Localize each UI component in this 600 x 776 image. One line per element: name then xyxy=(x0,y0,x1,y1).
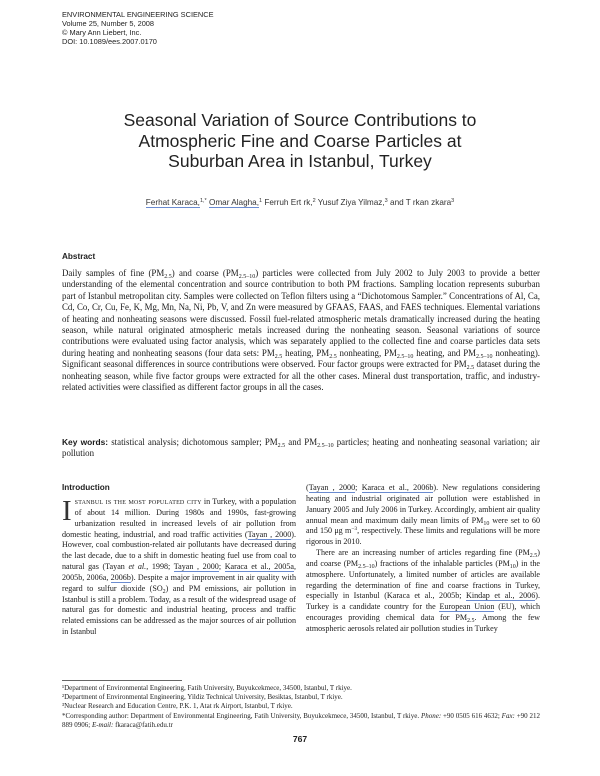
author-sup-1: 1,* xyxy=(199,198,207,204)
body-sup: −3 xyxy=(351,526,358,533)
abstract-seg: dataset during the nonheating season, while five factor groups were extracted for all the other cases. Mineral dust transportation, traffic, and industry-related activities were classified as different factor groups in all the cases. xyxy=(62,359,540,393)
drop-cap: I xyxy=(62,495,72,527)
body-seg: , 2005b, 2006a, xyxy=(62,562,296,582)
footnote-1: ¹Department of Environmental Engineering, Fatih University, Buyukcekmece, 34500, Istanbul, T rkiye. xyxy=(62,684,352,692)
footnote-seg: +90 212 889 0906; xyxy=(62,711,540,729)
body-sub: 10 xyxy=(483,520,490,527)
page-number: 767 xyxy=(292,734,308,744)
title-line-2: Atmospheric Fine and Coarse Particles at xyxy=(138,130,462,151)
citation-link[interactable]: Kindap et al., 2006 xyxy=(466,591,536,601)
citation-link[interactable]: Tayan , 2000 xyxy=(308,483,356,492)
footnote-corresponding xyxy=(62,712,540,730)
author-sup-5: 3 xyxy=(451,198,455,204)
body-seg: were set to 60 and 150 μg m xyxy=(306,515,540,536)
body-seg: , respectively. These limits and regulations will be more rigorous in 2010. xyxy=(306,526,540,547)
email-link[interactable]: fkaraca@fatih.edu.tr xyxy=(113,720,173,729)
author-yilmaz: Yusuf Ziya Yilmaz, xyxy=(315,198,385,207)
author-erturk: Ferruh Ert rk, xyxy=(262,198,313,207)
keywords xyxy=(62,437,540,460)
journal-name: ENVIRONMENTAL ENGINEERING SCIENCE xyxy=(62,10,214,19)
abstract-sub: 2.5–10 xyxy=(238,274,256,280)
body-seg: . Among the few atmospheric aerosols related air pollution studies in Turkey xyxy=(306,613,540,633)
abstract-sub: 2.5 xyxy=(274,353,283,360)
citation-link[interactable]: Tayan , 2000 xyxy=(173,562,219,572)
abstract-sub: 2.5 xyxy=(329,353,337,360)
body-seg: ) and PM emissions, air pollution in Istanbul is still a problem. Today, as a result of the widespread usage of natural gas for domestic and industrial heating, process and traffic related emissions can be addressed as the major sources of air pollution in Istanbul xyxy=(62,583,297,637)
body-seg: , 1998; xyxy=(146,562,174,572)
body-seg: ). Despite a major improvement in air quality with regard to sulfur dioxide (SO xyxy=(62,572,296,593)
abstract-sub: 2.5 xyxy=(164,274,172,280)
body-seg: There are an increasing number of articles regarding fine (PM xyxy=(316,548,530,558)
footnote-3: ³Nuclear Research and Education Centre, P.K. 1, Atat rk Airport, Istanbul, T rkiye. xyxy=(62,702,293,711)
footnote-2: ²Department of Environmental Engineering, Yildiz Technical University, Besiktas, Istanbul, T rkiye. xyxy=(62,693,343,702)
body-sub: 2 xyxy=(162,588,166,595)
body-seg: ) fractions of the inhalable particles (PM xyxy=(374,558,510,568)
body-sub: 2.5 xyxy=(529,553,538,560)
body-sub: 2.5 xyxy=(467,618,475,625)
footnote-divider xyxy=(62,680,182,681)
keywords-seg: particles; heating and nonheating seasonal variation; air pollution xyxy=(62,437,540,459)
abstract-seg: nonheating, PM xyxy=(336,347,397,358)
body-sub: 2.5–10 xyxy=(358,563,375,570)
abstract-seg: heating, PM xyxy=(282,347,330,358)
lead-in: stanbul is the most populated city xyxy=(74,497,202,506)
citation-link[interactable]: Karaca et al., 2005a xyxy=(224,562,294,572)
author-link-karaca[interactable]: Ferhat Karaca, xyxy=(145,198,200,207)
body-column-left xyxy=(62,497,296,638)
abstract-seg: Daily samples of fine (PM xyxy=(62,268,165,278)
author-link-alagha[interactable]: Omar Alagha, xyxy=(208,198,260,207)
body-seg: ) in the atmosphere. Unfortunately, a limited number of articles are available regarding the determination of fine and coarse fractions in Turkey, especially in Istanbul (Karaca et al., 2005b; xyxy=(306,558,540,601)
keywords-label: Key words: xyxy=(62,437,109,447)
abstract-sub: 2.5–10 xyxy=(396,353,414,360)
abstract-seg: ) particles were collected from July 2002 to July 2003 to provide a better understanding of the elemental concentration and source contribution to both PM fractions. Sampling location represents suburban part of Istanbul metropolitan city. Samples were collected on Teflon filters using a “Dichotomous Sampler.” Concentrations of Al, Ca, Cd, Co, Cr, Cu, Fe, K, Mg, Mn, Na, Ni, Pb, V, and Zn were measured by GFAAS, FAAS, and FAES techniques. Elemental variations of heating and nonheating seasons were discussed. Fossil fuel-related atmospheric metals dramatically increased during the heating season, while natural originated atmospheric metals increased during the nonheating season. Seasonal variations of source contributions were evaluated using factor analysis, which was separately applied to the collected fine and coarse particles data sets during heating and nonheating seasons (four data sets: PM xyxy=(62,268,540,358)
keywords-sub: 2.5 xyxy=(277,443,286,449)
footnote-seg: E-mail: xyxy=(91,720,114,729)
journal-doi: DOI: 10.1089/ees.2007.0170 xyxy=(62,37,157,46)
citation-link[interactable]: 2006b xyxy=(110,572,131,582)
keywords-seg: and PM xyxy=(285,437,318,447)
journal-volume: Volume 25, Number 5, 2008 xyxy=(62,19,155,28)
body-seg: ). However, coal combustion-related air pollutants have decreased during the last decade, due to a shift in domestic heating fuel use from coal to natural gas (Tayan xyxy=(62,529,296,572)
article-title xyxy=(40,110,560,172)
body-seg: ) and coarse (PM xyxy=(306,548,540,568)
abstract-sub: 2.5–10 xyxy=(476,353,493,360)
title-line-3: Suburban Area in Istanbul, Turkey xyxy=(168,151,432,171)
abstract-heading: Abstract xyxy=(62,252,96,261)
author-sup-4: 3 xyxy=(384,198,388,204)
body-seg: ; xyxy=(355,483,362,492)
body-column-right xyxy=(306,483,540,635)
footnote-seg: Fax: xyxy=(501,711,515,720)
keywords-seg: statistical analysis; dichotomous sampler; PM xyxy=(108,437,278,447)
author-sup-3: 2 xyxy=(312,198,316,204)
citation-link[interactable]: Karaca et al., 2006b xyxy=(361,483,434,492)
footnote-seg: Phone: xyxy=(420,711,442,720)
footnote-seg: *Corresponding author: Department of Environmental Engineering, Fatih University, Buyukcekmece, 34500, Istanbul, T rkiye. xyxy=(62,711,421,720)
eu-link[interactable]: European Union xyxy=(439,602,495,612)
body-sub: 10 xyxy=(509,563,516,570)
abstract-text xyxy=(62,268,540,393)
author-ozkara: and T rkan zkara xyxy=(387,198,452,207)
introduction-heading: Introduction xyxy=(62,483,110,492)
citation-link[interactable]: Tayan , 2000 xyxy=(247,529,292,539)
body-seg: ; xyxy=(218,562,225,572)
abstract-seg: nonheating). Significant seasonal differences in source contributions were observed. Four factor groups were extracted for PM xyxy=(62,347,541,370)
author-sup-2: 1 xyxy=(259,198,263,204)
title-line-1: Seasonal Variation of Source Contributions to xyxy=(123,110,477,130)
body-seg: ( xyxy=(306,483,309,492)
abstract-seg: heating, and PM xyxy=(413,347,477,358)
footnotes xyxy=(62,684,540,730)
footnote-seg: +90 0505 616 4632; xyxy=(441,711,502,720)
abstract-seg: ) and coarse (PM xyxy=(171,268,239,278)
body-seg: in Turkey, with a population of about 14 million. During 1980s and 1990s, fast-growing urbanization resulted in increased levels of air pollution from domestic heating, industrial, and road traffic activities ( xyxy=(62,497,297,539)
abstract-sub: 2.5 xyxy=(466,365,475,372)
body-seg: (EU), which encourages providing chemical data for PM xyxy=(306,602,540,623)
journal-header xyxy=(62,10,214,46)
body-seg: ). New regulations considering heating and industrial originated air pollution were established in January 2005 and July 2006 in Turkey. Accordingly, ambient air quality annual mean and maximum daily mean limits of PM xyxy=(306,483,540,525)
journal-copyright: © Mary Ann Liebert, Inc. xyxy=(62,28,142,37)
body-seg: et al. xyxy=(128,562,147,572)
body-seg: ). Turkey is a candidate country for the xyxy=(306,591,540,612)
keywords-sub: 2.5–10 xyxy=(317,443,334,449)
author-list xyxy=(40,198,560,207)
